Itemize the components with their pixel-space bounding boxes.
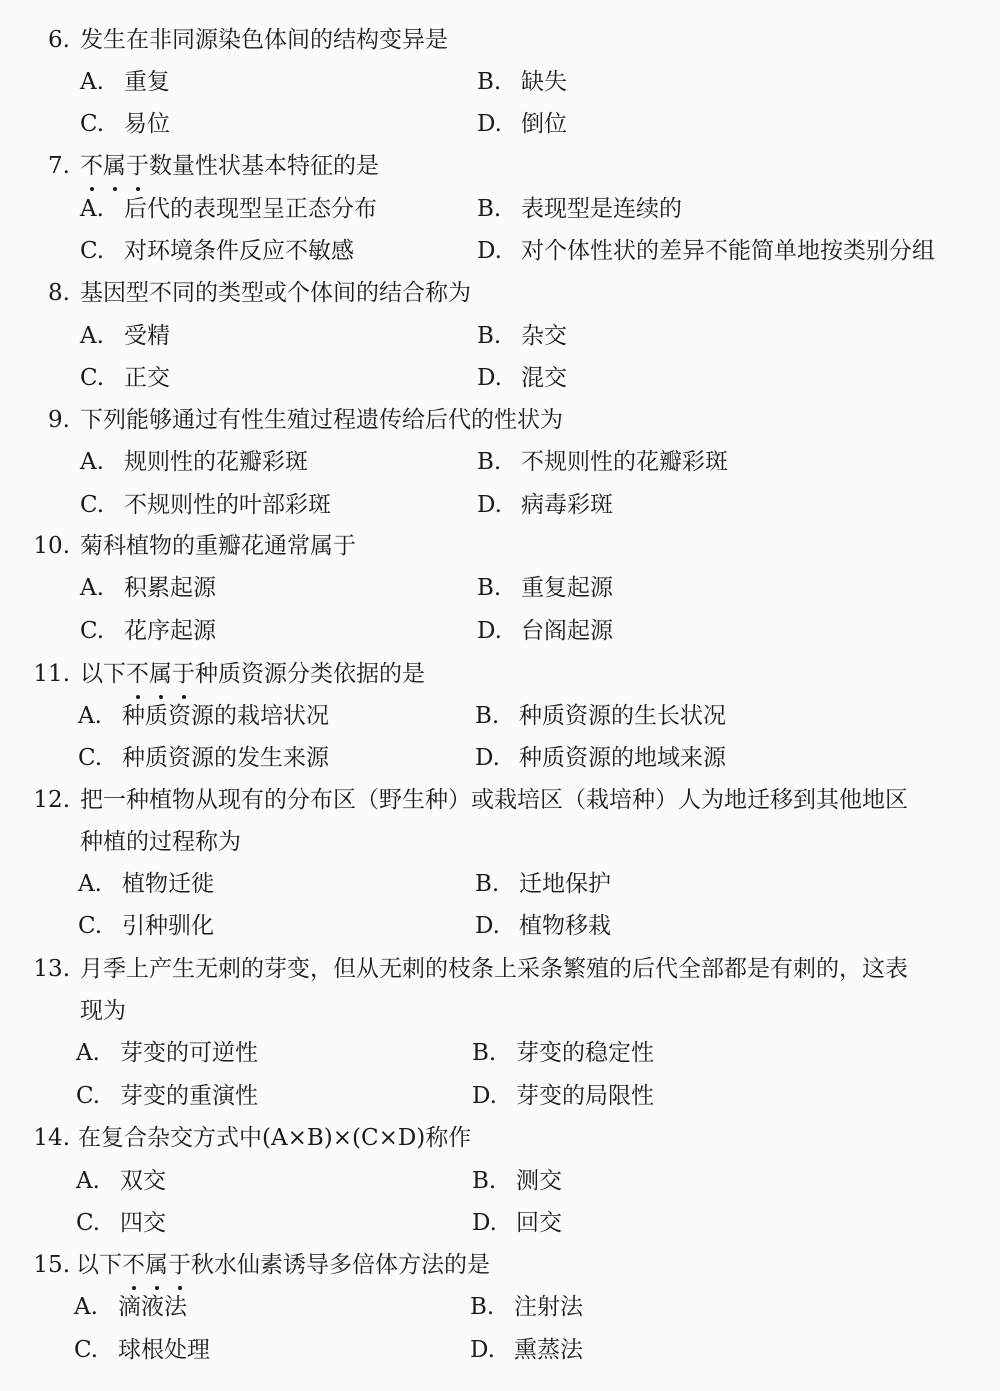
question-stem: 下列能够通过有性生殖过程遗传给后代的性状为 (80, 407, 563, 433)
emphasis-dots (80, 153, 149, 179)
question-number: 14. (33, 1125, 70, 1151)
question-stem: 不属于数量性状基本特征的是 (80, 145, 379, 187)
option-a[interactable]: A. 植物迁徙 (78, 871, 214, 897)
option-d[interactable]: D. 混交 (477, 365, 567, 391)
question-stem: 以下不属于种质资源分类依据的是 (80, 653, 425, 695)
option-b[interactable]: B. 杂交 (477, 323, 567, 349)
option-a[interactable]: A. 后代的表现型呈正态分布 (80, 196, 377, 222)
option-c[interactable]: C. 芽变的重演性 (76, 1083, 258, 1109)
option-d[interactable]: D. 熏蒸法 (470, 1337, 583, 1363)
question-number: 10. (33, 533, 70, 559)
option-a[interactable]: A. 重复 (80, 69, 170, 95)
question-number: 11. (33, 661, 70, 687)
option-c[interactable]: C. 易位 (80, 111, 170, 137)
question-stem: 在复合杂交方式中(A×B)×(C×D)称作 (78, 1125, 472, 1151)
option-b[interactable]: B. 表现型是连续的 (477, 196, 682, 222)
option-d[interactable]: D. 对个体性状的差异不能简单地按类别分组 (477, 238, 935, 264)
option-a[interactable]: A. 受精 (80, 323, 170, 349)
option-a[interactable]: A. 积累起源 (80, 575, 216, 601)
emphasis-dots (126, 661, 195, 687)
question-number: 7. (48, 153, 70, 179)
option-c[interactable]: C. 引种驯化 (78, 913, 214, 939)
option-b[interactable]: B. 缺失 (477, 69, 567, 95)
option-d[interactable]: D. 倒位 (477, 111, 567, 137)
option-d[interactable]: D. 芽变的局限性 (472, 1083, 654, 1109)
option-c[interactable]: C. 四交 (76, 1210, 166, 1236)
question-number: 12. (33, 787, 70, 813)
question-number: 8. (48, 280, 70, 306)
option-a[interactable]: A. 种质资源的栽培状况 (78, 703, 329, 729)
question-stem: 月季上产生无刺的芽变，但从无刺的枝条上采条繁殖的后代全部都是有刺的，这表 (80, 956, 908, 982)
question-stem: 菊科植物的重瓣花通常属于 (80, 533, 356, 559)
question-number: 9. (48, 407, 70, 433)
option-c[interactable]: C. 不规则性的叶部彩斑 (80, 492, 331, 518)
option-b[interactable]: B. 测交 (472, 1168, 562, 1194)
option-c[interactable]: C. 对环境条件反应不敏感 (80, 238, 354, 264)
option-d[interactable]: D. 种质资源的地域来源 (475, 745, 726, 771)
emphasis-char: 不 (80, 145, 103, 187)
emphasis-char: 不 (122, 1244, 145, 1286)
question-number: 15. (33, 1252, 70, 1278)
option-a[interactable]: A. 双交 (76, 1168, 166, 1194)
option-b[interactable]: B. 芽变的稳定性 (472, 1040, 654, 1066)
emphasis-char: 属 (103, 145, 126, 187)
emphasis-char: 属 (145, 1244, 168, 1286)
option-b[interactable]: B. 不规则性的花瓣彩斑 (477, 449, 728, 475)
emphasis-char: 于 (172, 653, 195, 695)
question-stem: 发生在非同源染色体间的结构变异是 (80, 27, 448, 53)
question-stem: 基因型不同的类型或个体间的结合称为 (80, 280, 471, 306)
emphasis-char: 于 (126, 145, 149, 187)
option-a[interactable]: A. 规则性的花瓣彩斑 (80, 449, 308, 475)
emphasis-char: 于 (168, 1244, 191, 1286)
option-a[interactable]: A. 滴液法 (74, 1294, 187, 1320)
option-a[interactable]: A. 芽变的可逆性 (76, 1040, 258, 1066)
emphasis-char: 属 (149, 653, 172, 695)
option-c[interactable]: C. 种质资源的发生来源 (78, 745, 329, 771)
question-number: 6. (48, 27, 70, 53)
option-b[interactable]: B. 种质资源的生长状况 (475, 703, 726, 729)
question-stem-continued: 种植的过程称为 (80, 829, 241, 855)
question-stem-continued: 现为 (80, 998, 126, 1024)
option-d[interactable]: D. 回交 (472, 1210, 562, 1236)
question-stem: 把一种植物从现有的分布区（野生种）或栽培区（栽培种）人为地迁移到其他地区 (80, 787, 908, 813)
emphasis-dots (122, 1252, 191, 1278)
option-b[interactable]: B. 迁地保护 (475, 871, 611, 897)
option-d[interactable]: D. 病毒彩斑 (477, 492, 613, 518)
question-number: 13. (33, 956, 70, 982)
option-d[interactable]: D. 台阁起源 (477, 618, 613, 644)
option-c[interactable]: C. 正交 (80, 365, 170, 391)
option-d[interactable]: D. 植物移栽 (475, 913, 611, 939)
option-b[interactable]: B. 注射法 (470, 1294, 583, 1320)
option-c[interactable]: C. 球根处理 (74, 1337, 210, 1363)
option-c[interactable]: C. 花序起源 (80, 618, 216, 644)
emphasis-char: 不 (126, 653, 149, 695)
question-stem: 以下不属于秋水仙素诱导多倍体方法的是 (76, 1244, 490, 1286)
option-b[interactable]: B. 重复起源 (477, 575, 613, 601)
